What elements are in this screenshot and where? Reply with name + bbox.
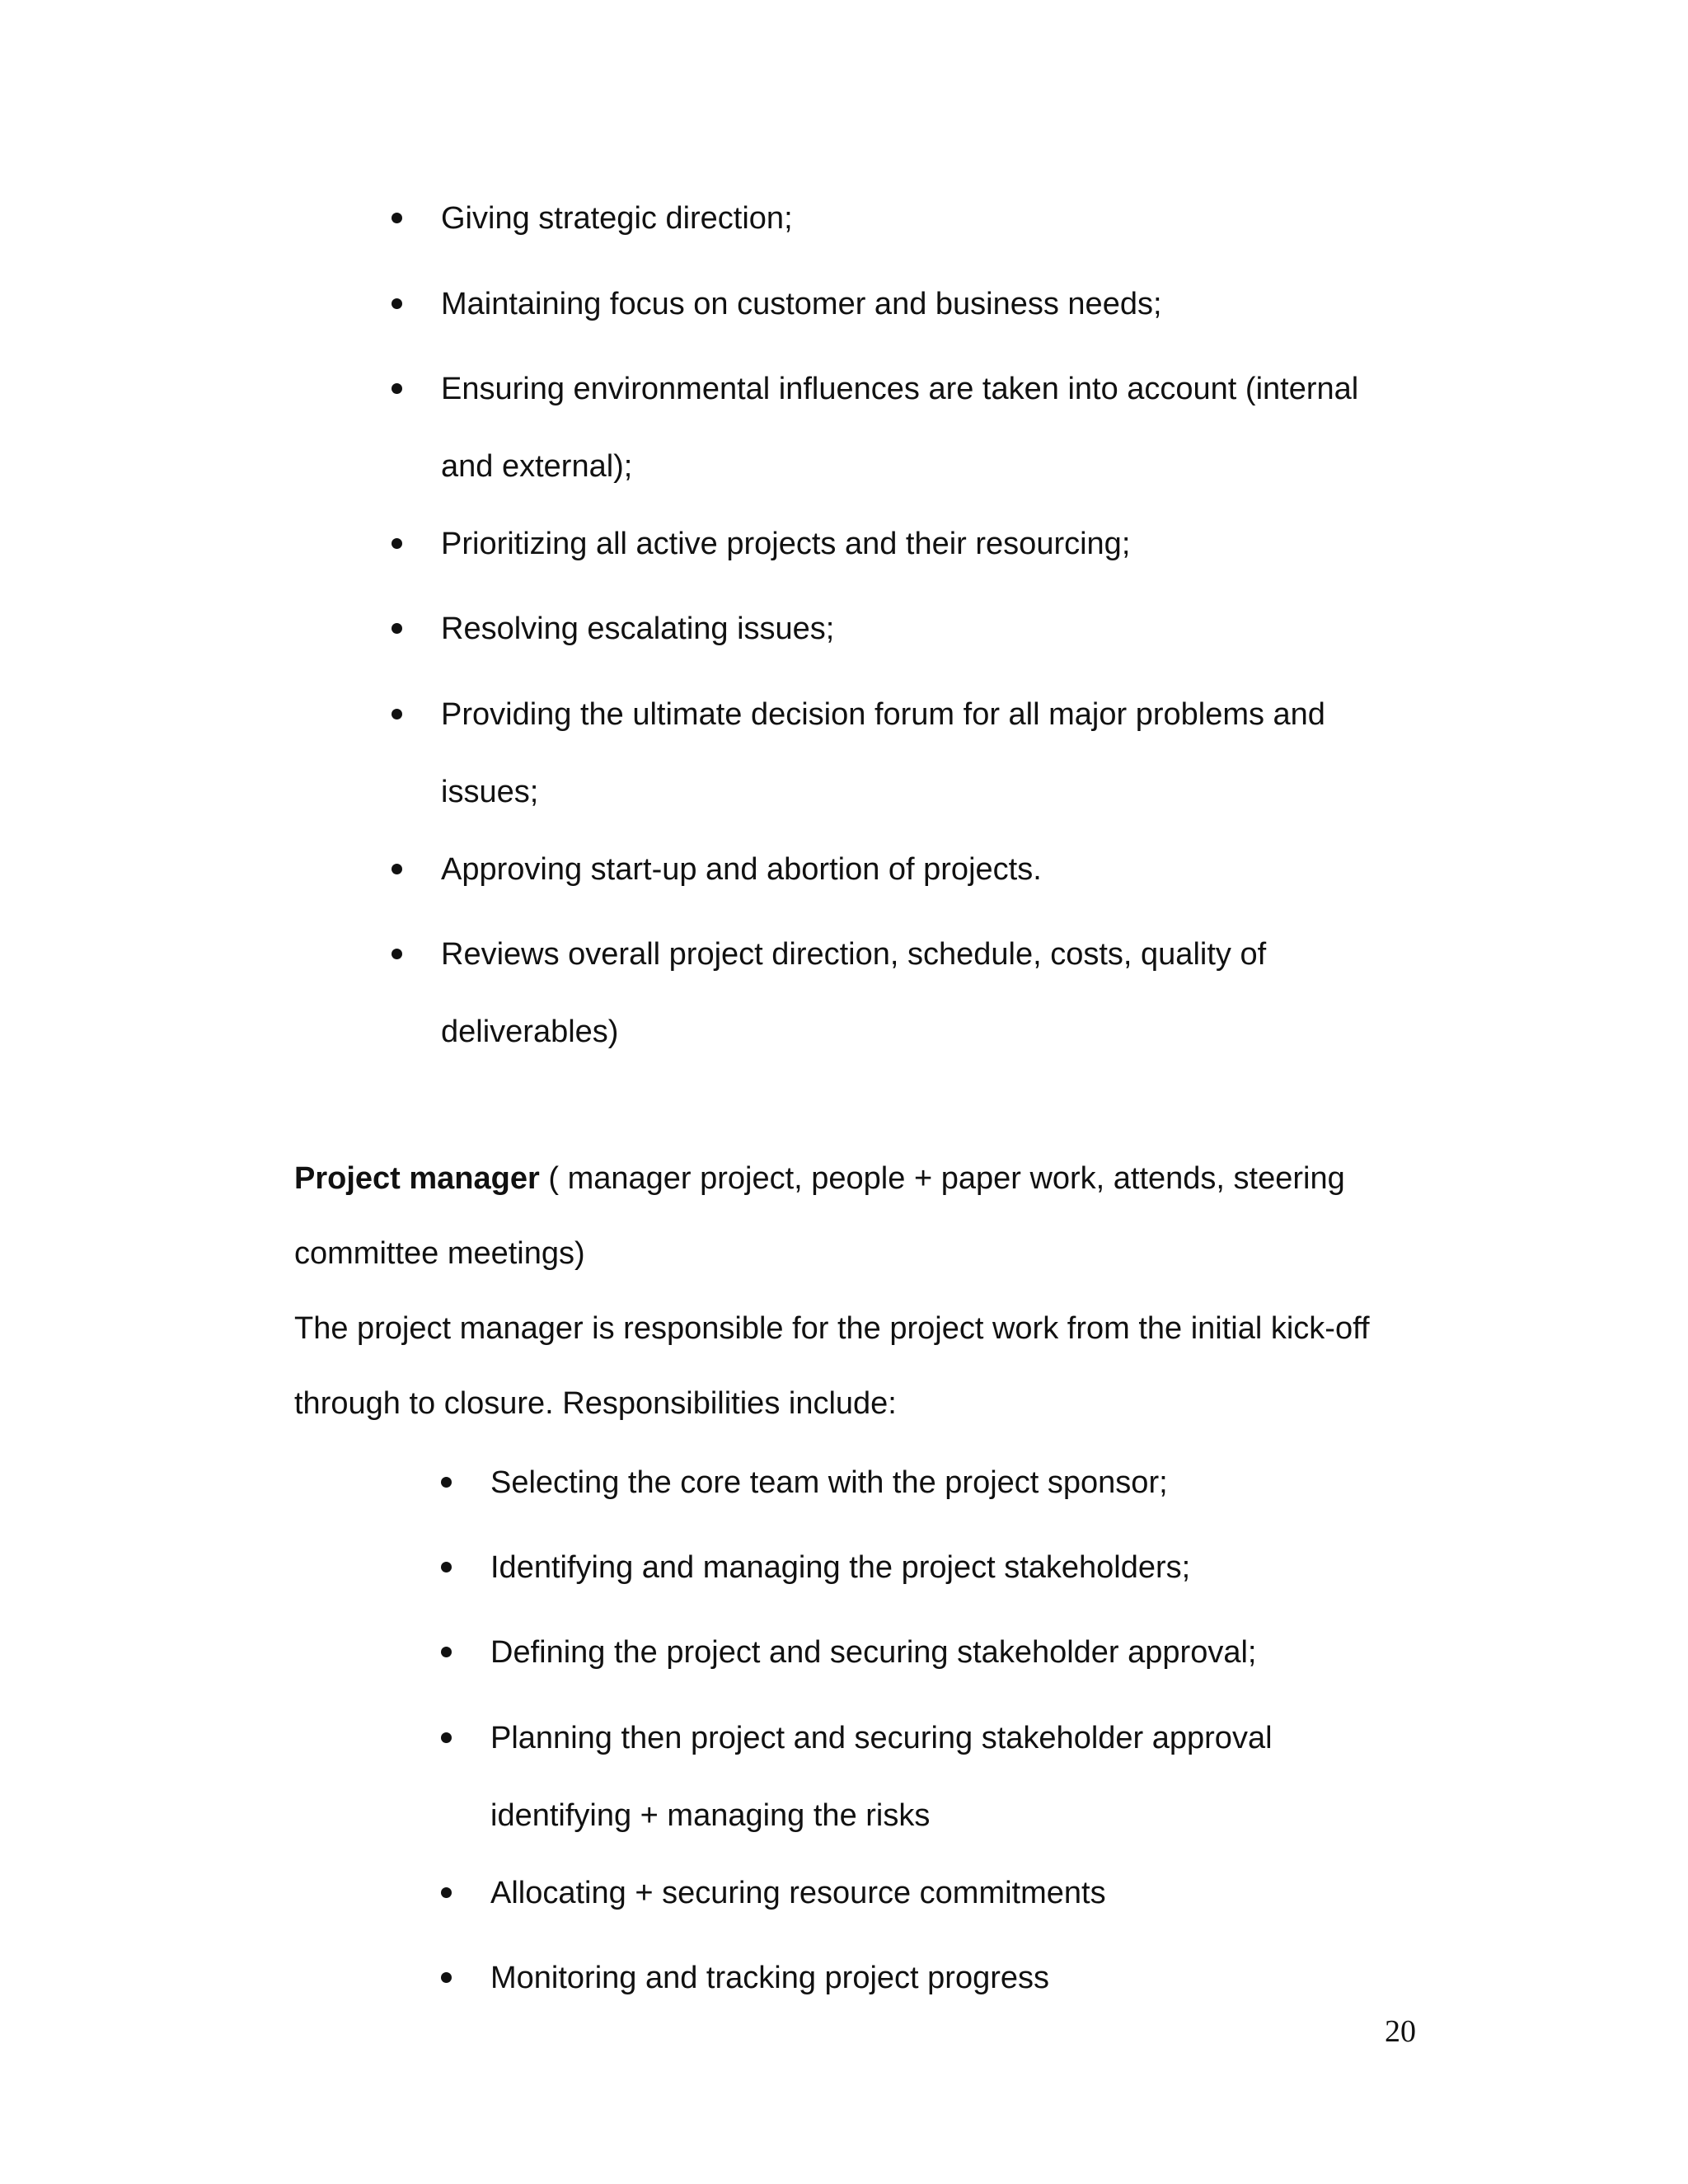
bullet-icon — [392, 213, 402, 223]
bullet-icon — [392, 298, 402, 309]
list-item — [441, 505, 1430, 583]
list-item — [441, 590, 1430, 668]
list-item-text: Resolving escalating issues; — [441, 612, 835, 646]
list-item — [490, 1614, 1430, 1691]
list-item — [490, 1699, 1430, 1854]
list-item-text: Identifying and managing the project stakeholders; — [490, 1550, 1191, 1585]
bullet-icon — [392, 538, 402, 549]
bullet-icon — [392, 949, 402, 959]
list-item — [441, 831, 1430, 908]
list-item — [441, 916, 1430, 1071]
list-item — [441, 676, 1430, 831]
list-item — [490, 1444, 1430, 1521]
bullet-icon — [392, 864, 402, 874]
list-item-text: Defining the project and securing stakeholder approval; — [490, 1635, 1257, 1670]
list-item — [441, 350, 1430, 505]
list-item — [490, 1854, 1430, 1932]
list-item-text: identifying + managing the risks — [490, 1798, 931, 1833]
bullet-icon — [441, 1887, 452, 1898]
bullet-icon — [392, 623, 402, 634]
section-title: Project manager — [294, 1161, 540, 1196]
list-item — [441, 180, 1430, 257]
bullet-icon — [441, 1562, 452, 1572]
list-item-text: Monitoring and tracking project progress — [490, 1961, 1050, 1995]
bullet-icon — [392, 383, 402, 394]
list-item — [441, 265, 1430, 343]
list-item-text: Giving strategic direction; — [441, 201, 793, 236]
list-item-text: Prioritizing all active projects and their resourcing; — [441, 527, 1131, 561]
bullet-icon — [441, 1732, 452, 1743]
list-item-text: Allocating + securing resource commitments — [490, 1876, 1106, 1910]
list-item-text: and external); — [441, 449, 633, 484]
list-item-text: Maintaining focus on customer and business needs; — [441, 287, 1162, 321]
list-item — [490, 1529, 1430, 1606]
list-item-text: Providing the ultimate decision forum for all major problems and — [441, 697, 1325, 732]
intro-paragraph-line2: through to closure. Responsibilities include: — [294, 1386, 897, 1421]
list-item — [490, 1939, 1430, 2017]
section-heading-note: ( manager project, people + paper work, attends, steering — [539, 1161, 1345, 1196]
list-item-text: Selecting the core team with the project sponsor; — [490, 1465, 1168, 1500]
list-item-text: Ensuring environmental influences are taken into account (internal — [441, 372, 1359, 406]
list-item-text: Reviews overall project direction, schedule, costs, quality of — [441, 937, 1267, 972]
section-heading-line2: committee meetings) — [294, 1236, 585, 1271]
list-item-text: Approving start-up and abortion of projects. — [441, 852, 1042, 887]
list-item-text: issues; — [441, 775, 539, 809]
bullet-icon — [441, 1647, 452, 1657]
bullet-icon — [441, 1477, 452, 1488]
list-item-text: deliverables) — [441, 1015, 619, 1049]
bullet-icon — [441, 1972, 452, 1983]
intro-paragraph-line1: The project manager is responsible for the project work from the initial kick-off — [294, 1311, 1370, 1346]
list-item-text: Planning then project and securing stakeholder approval — [490, 1721, 1273, 1755]
section-heading — [294, 1141, 1448, 1216]
page-number: 20 — [1385, 2014, 1416, 2049]
bullet-icon — [392, 709, 402, 719]
